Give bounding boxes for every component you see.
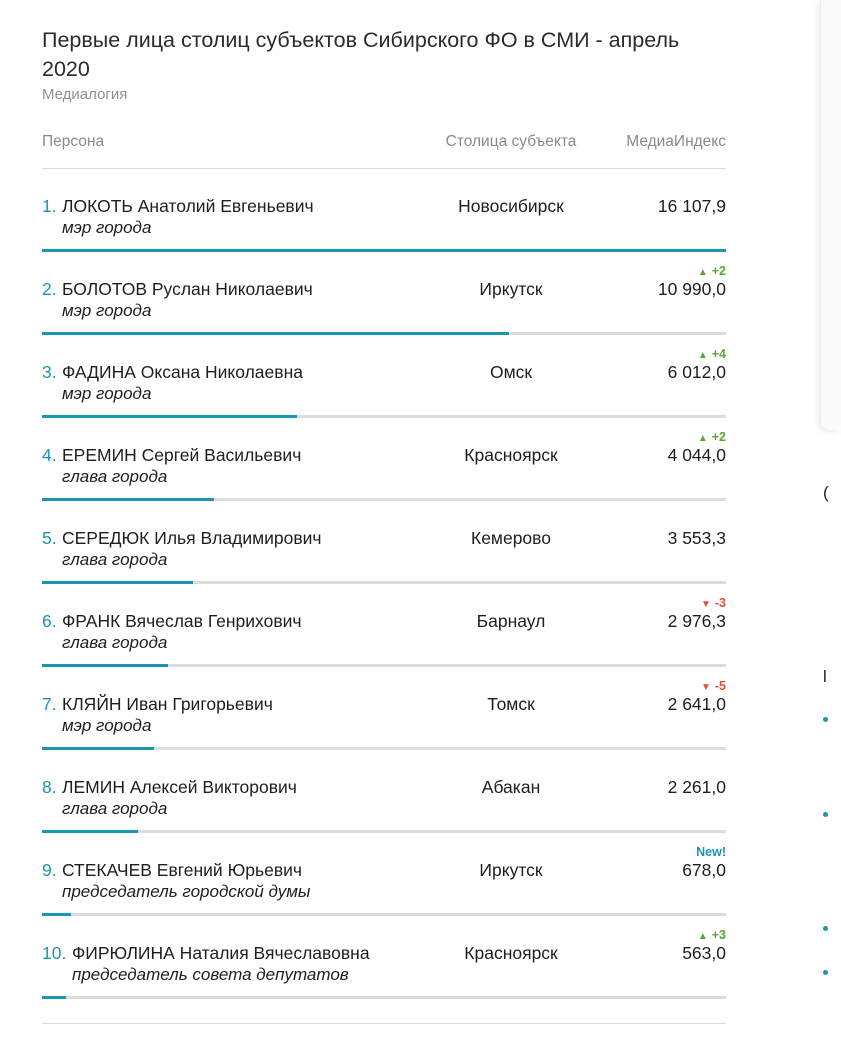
capital-city: Красноярск [464, 445, 558, 465]
rank-number: 8. [42, 777, 57, 797]
person-name: ЕРЕМИН Сергей Васильевич [62, 445, 302, 465]
rank-change-badge [701, 596, 726, 610]
capital-city: Иркутск [479, 279, 543, 299]
person-name: ЛОКОТЬ Анатолий Евгеньевич [62, 196, 314, 216]
rank-change-text: +2 [711, 430, 726, 444]
table-row[interactable] [42, 252, 726, 335]
rank-change-text: +4 [711, 347, 726, 361]
capital-city: Томск [487, 694, 535, 714]
adjacent-content-fragment: l [823, 667, 827, 686]
column-header-city: Столица субъекта [445, 133, 577, 150]
media-index-value: 563,0 [682, 943, 726, 963]
rank-number: 7. [42, 694, 57, 714]
media-index-value: 10 990,0 [657, 279, 726, 299]
media-index-value: 2 641,0 [667, 694, 726, 714]
arrow-up-icon: ▲ [697, 433, 708, 444]
column-header-person: Персона [42, 133, 105, 150]
capital-city: Красноярск [464, 943, 558, 963]
person-role: председатель городской думы [62, 882, 311, 901]
table-row[interactable] [42, 169, 726, 252]
table-row[interactable] [42, 501, 726, 584]
person-name: ФИРЮЛИНА Наталия Вячеславовна [72, 943, 370, 963]
table-bottom-divider [42, 1023, 726, 1024]
new-badge-text: New! [696, 845, 726, 859]
capital-city: Абакан [481, 777, 541, 797]
person-name: СЕРЕДЮК Илья Владимирович [62, 528, 322, 548]
column-header-index: МедиаИндекс [626, 133, 726, 150]
table-row[interactable] [42, 335, 726, 418]
person-name: ЛЕМИН Алексей Викторович [62, 777, 297, 797]
person-role: мэр города [62, 301, 152, 320]
person-role: глава города [62, 550, 168, 569]
person-role: мэр города [62, 716, 152, 735]
rank-change-text: -3 [714, 596, 726, 610]
person-name: ФАДИНА Оксана Николаевна [62, 362, 303, 382]
new-entry-badge [696, 845, 726, 859]
arrow-down-icon: ▼ [700, 599, 711, 610]
capital-city: Иркутск [479, 860, 543, 880]
table-header [42, 128, 726, 169]
rank-number: 4. [42, 445, 57, 465]
rank-change-badge [698, 264, 726, 278]
rank-number: 9. [42, 860, 57, 880]
rank-change-text: +3 [711, 928, 726, 942]
index-bar-track [42, 996, 726, 999]
media-index-value: 2 976,3 [667, 611, 726, 631]
media-index-value: 16 107,9 [657, 196, 726, 216]
capital-city: Барнаул [476, 611, 546, 631]
adjacent-content-fragment: ( [823, 483, 829, 502]
media-index-widget [42, 26, 726, 999]
rank-number: 10. [42, 943, 67, 963]
rank-change-badge [698, 347, 726, 361]
media-index-value: 3 553,3 [667, 528, 726, 548]
adjacent-bullet-icon [823, 717, 828, 722]
capital-city: Кемерово [471, 528, 551, 548]
rank-number: 3. [42, 362, 57, 382]
table-row[interactable] [42, 667, 726, 750]
person-role: глава города [62, 633, 168, 652]
rank-change-text: +2 [711, 264, 726, 278]
ranking-list [42, 169, 726, 999]
rank-number: 1. [42, 196, 57, 216]
person-name: БОЛОТОВ Руслан Николаевич [62, 279, 313, 299]
arrow-up-icon: ▲ [697, 931, 708, 942]
arrow-up-icon: ▲ [697, 350, 708, 361]
adjacent-bullet-icon [823, 926, 828, 931]
rank-change-badge [698, 430, 726, 444]
person-role: глава города [62, 467, 168, 486]
person-name: КЛЯЙН Иван Григорьевич [62, 694, 273, 714]
table-row[interactable] [42, 833, 726, 916]
index-bar-fill [42, 996, 66, 999]
rank-change-badge [698, 928, 726, 942]
person-name: СТЕКАЧЕВ Евгений Юрьевич [62, 860, 303, 880]
rank-number: 6. [42, 611, 57, 631]
media-index-value: 2 261,0 [667, 777, 726, 797]
adjacent-card-edge [820, 0, 841, 430]
table-row[interactable] [42, 916, 726, 999]
capital-city: Новосибирск [458, 196, 564, 216]
rank-number: 2. [42, 279, 57, 299]
capital-city: Омск [489, 362, 533, 382]
person-role: мэр города [62, 384, 152, 403]
table-row[interactable] [42, 750, 726, 833]
table-row[interactable] [42, 584, 726, 667]
person-role: глава города [62, 799, 168, 818]
media-index-value: 4 044,0 [667, 445, 726, 465]
arrow-down-icon: ▼ [700, 682, 711, 693]
person-name: ФРАНК Вячеслав Генрихович [62, 611, 302, 631]
widget-title: Первые лица столиц субъектов Сибирского ФО в СМИ - апрель 2020 [42, 28, 680, 81]
media-index-value: 678,0 [682, 860, 726, 880]
person-role: председатель совета депутатов [72, 965, 349, 984]
rank-change-text: -5 [714, 679, 726, 693]
rank-change-badge [701, 679, 726, 693]
rank-number: 5. [42, 528, 57, 548]
arrow-up-icon: ▲ [697, 267, 708, 278]
adjacent-bullet-icon [823, 970, 828, 975]
adjacent-bullet-icon [823, 812, 828, 817]
person-role: мэр города [62, 218, 152, 237]
widget-source: Медиалогия [42, 86, 128, 103]
media-index-value: 6 012,0 [667, 362, 726, 382]
table-row[interactable] [42, 418, 726, 501]
